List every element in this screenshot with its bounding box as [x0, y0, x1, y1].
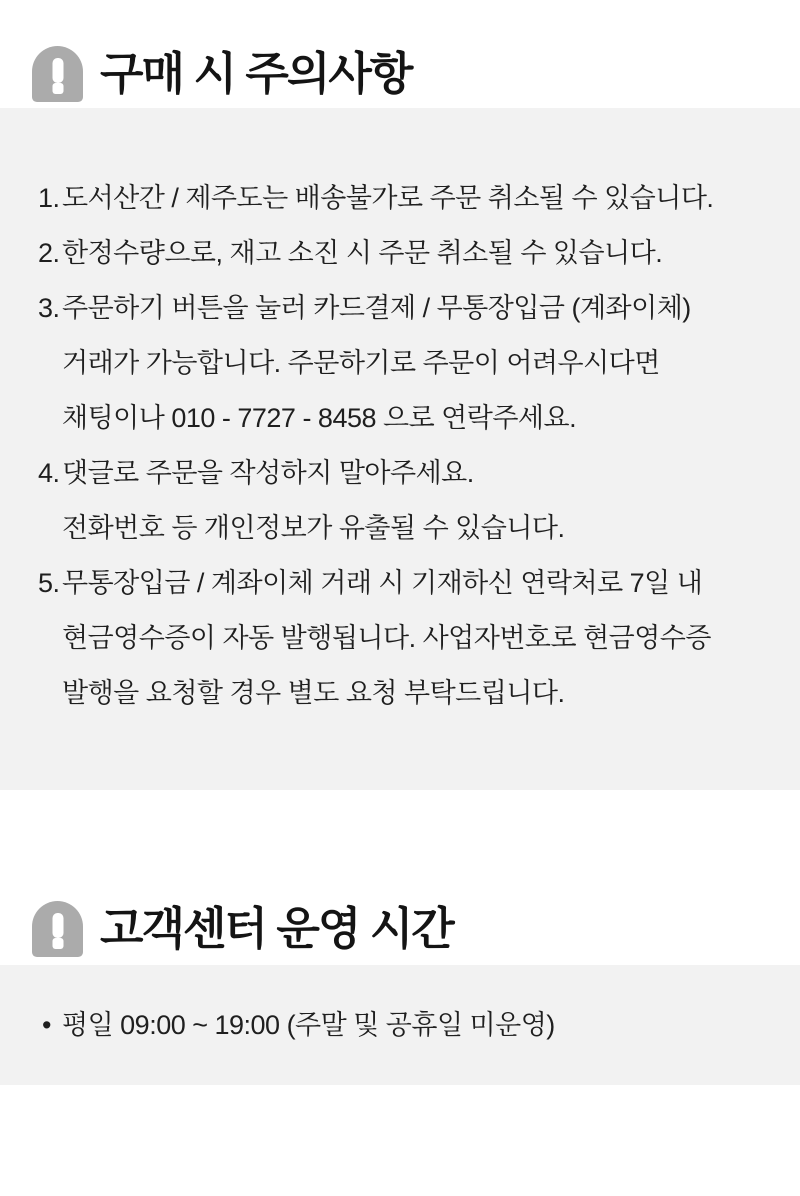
- customer-service-title: 고객센터 운영 시간: [100, 903, 453, 954]
- notice-item-3-line-2: 거래가 가능합니다. 주문하기로 주문이 어려우시다면: [62, 348, 660, 378]
- notice-item-1-line-1: 도서산간 / 제주도는 배송불가로 주문 취소될 수 있습니다.: [62, 183, 714, 213]
- operating-hours-line: [42, 998, 772, 1053]
- exclamation-dot: [52, 938, 63, 949]
- notice-item-5-marker: 5.: [38, 568, 60, 598]
- exclamation-bar: [52, 58, 63, 83]
- purchase-notice-title: 구매 시 주의사항: [100, 48, 412, 99]
- notice-item-4-line-2: 전화번호 등 개인정보가 유출될 수 있습니다.: [62, 513, 565, 543]
- notice-item-3-line-3: 채팅이나 010 - 7727 - 8458 으로 연락주세요.: [62, 403, 577, 433]
- operating-hours-text: 평일 09:00 ~ 19:00 (주말 및 공휴일 미운영): [62, 1010, 555, 1040]
- exclamation-icon: [32, 46, 83, 102]
- exclamation-bar: [52, 913, 63, 938]
- notice-item-5-line-1: 무통장입금 / 계좌이체 거래 시 기재하신 연락처로 7일 내: [62, 568, 703, 598]
- purchase-notice-panel: [0, 108, 800, 790]
- notice-item-2: [38, 226, 772, 281]
- notice-item-2-marker: 2.: [38, 238, 60, 268]
- notice-item-4-line-1: 댓글로 주문을 작성하지 말아주세요.: [62, 458, 474, 488]
- purchase-notice-header: [32, 45, 411, 103]
- purchase-notice-list: [38, 171, 772, 721]
- exclamation-icon: [32, 901, 83, 957]
- notice-item-1-marker: 1.: [38, 183, 60, 213]
- notice-item-1: [38, 171, 772, 226]
- exclamation-dot: [52, 83, 63, 94]
- notice-item-3-marker: 3.: [38, 293, 60, 323]
- notice-item-4: [38, 446, 772, 556]
- notice-item-2-line-1: 한정수량으로, 재고 소진 시 주문 취소될 수 있습니다.: [62, 238, 663, 268]
- notice-item-5-line-3: 발행을 요청할 경우 별도 요청 부탁드립니다.: [62, 678, 565, 708]
- bullet-marker: •: [42, 1010, 51, 1040]
- notice-item-3: [38, 281, 772, 446]
- customer-service-header: [32, 900, 453, 958]
- notice-item-5: [38, 556, 772, 721]
- customer-service-panel: [0, 965, 800, 1085]
- notice-item-4-marker: 4.: [38, 458, 60, 488]
- notice-item-5-line-2: 현금영수증이 자동 발행됩니다. 사업자번호로 현금영수증: [62, 623, 711, 653]
- notice-item-3-line-1: 주문하기 버튼을 눌러 카드결제 / 무통장입금 (계좌이체): [62, 293, 691, 323]
